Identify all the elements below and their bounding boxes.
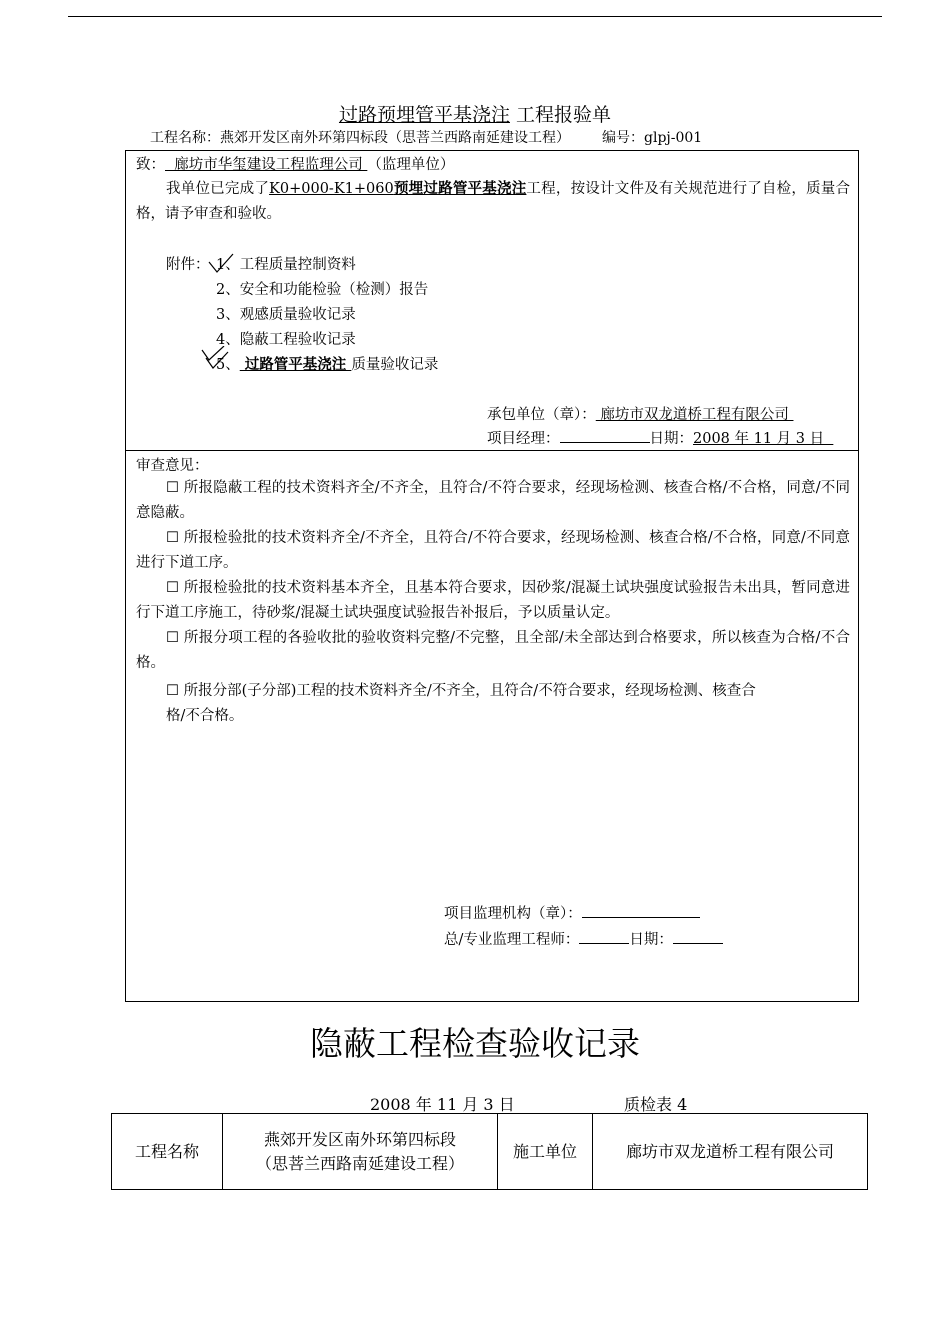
table-row bbox=[112, 1114, 868, 1190]
review-label: 审查意见： bbox=[136, 458, 209, 474]
form-title bbox=[0, 100, 950, 127]
supervision-seal-blank bbox=[582, 903, 700, 918]
supervision-line bbox=[444, 902, 700, 923]
project-value-cell bbox=[223, 1114, 498, 1190]
attachment-5 bbox=[216, 353, 438, 374]
contractor-label: 承包单位（章）： bbox=[487, 407, 596, 423]
review-item-5-line1: ☐ 所报分部(子分部)工程的技术资料齐全/不齐全，且符合/不符合要求，经现场检测、核查合 bbox=[166, 683, 756, 699]
attachment-3: 3、观感质量验收记录 bbox=[216, 307, 356, 323]
supervision-label: 项目监理机构（章）： bbox=[444, 906, 582, 922]
project-label: 工程名称： bbox=[150, 130, 220, 146]
review-item-3: ☐ 所报检验批的技术资料基本齐全，且基本符合要求，因砂浆/混凝土试块强度试验报告未出具，暂同意进行下道工序施工，待砂浆/混凝土试块强度试验报告补报后，予以质量认定。 bbox=[136, 580, 850, 621]
attach-label: 附件： bbox=[166, 257, 210, 273]
record-date: 2008 年 11 月 3 日 bbox=[370, 1095, 515, 1114]
unit-label-cell: 施工单位 bbox=[498, 1114, 593, 1190]
engineer-signature-blank bbox=[579, 929, 629, 944]
record-title: 隐蔽工程检查验收记录 bbox=[310, 1024, 640, 1063]
record-project-line1: 燕郊开发区南外环第四标段 bbox=[263, 1129, 456, 1149]
body-suffix: 工程，按设计文件及有关规范进行了自检，质量合格，请予审查和验收。 bbox=[136, 181, 851, 222]
body-prefix: 我单位已完成了 bbox=[166, 181, 270, 197]
attachment-4: 4、隐蔽工程验收记录 bbox=[216, 332, 356, 348]
attachment-1: 1、工程质量控制资料 bbox=[216, 257, 356, 273]
manager-signature-blank bbox=[560, 428, 650, 443]
engineer-label: 总/专业监理工程师： bbox=[444, 932, 580, 948]
unit-value-cell: 廊坊市双龙道桥工程有限公司 bbox=[593, 1114, 868, 1190]
header-rule bbox=[68, 16, 882, 17]
number-value: glpj-001 bbox=[644, 130, 703, 146]
engineer-date-blank bbox=[673, 929, 723, 944]
project-row bbox=[150, 127, 702, 147]
form-title-rest: 工程报验单 bbox=[509, 104, 612, 126]
review-item-1: ☐ 所报隐蔽工程的技术资料齐全/不齐全，且符合/不符合要求，经现场检测、核查合格/不合格，同意/不同意隐蔽。 bbox=[136, 480, 850, 521]
check-mark-icon bbox=[206, 252, 236, 276]
to-suffix: （监理单位） bbox=[367, 157, 455, 173]
form-title-work: 过路预埋管平基浇注 bbox=[338, 104, 510, 126]
check-mark-icon bbox=[200, 346, 230, 370]
engineer-line bbox=[444, 928, 723, 949]
attachment-5-suffix: 质量验收记录 bbox=[351, 357, 439, 373]
completion-statement bbox=[136, 176, 850, 227]
to-org: 廊坊市华玺建设工程监理公司 bbox=[165, 157, 368, 173]
manager-line bbox=[487, 427, 833, 448]
to-label: 致： bbox=[136, 157, 165, 173]
manager-label: 项目经理： bbox=[487, 431, 560, 447]
review-item-5-line2: 格/不合格。 bbox=[166, 708, 244, 724]
attachment-5-name: 过路管平基浇注 bbox=[239, 356, 352, 373]
body-stake: K0+000-K1+060 bbox=[269, 181, 394, 197]
project-label-cell: 工程名称 bbox=[112, 1114, 223, 1190]
project-name: 燕郊开发区南外环第四标段（思菩兰西路南延建设工程） bbox=[220, 130, 570, 146]
contractor-line bbox=[487, 403, 793, 424]
to-line bbox=[136, 153, 454, 174]
body-work: 预埋过路管平基浇注 bbox=[393, 180, 527, 197]
manager-date-label: 日期： bbox=[649, 431, 693, 447]
record-table bbox=[111, 1113, 868, 1190]
attachment-2: 2、安全和功能检验（检测）报告 bbox=[216, 282, 429, 298]
contractor-name: 廊坊市双龙道桥工程有限公司 bbox=[595, 407, 794, 423]
review-item-2: ☐ 所报检验批的技术资料齐全/不齐全，且符合/不符合要求，经现场检测、核查合格/不合格，同意/不同意进行下道工序。 bbox=[136, 530, 850, 571]
manager-date-value: 2008 年 11 月 3 日 bbox=[693, 431, 834, 447]
attachment-5-num: 5、 bbox=[216, 357, 240, 373]
review-item-4: ☐ 所报分项工程的各验收批的验收资料完整/不完整，且全部/未全部达到合格要求，所以核查为合格/不合格。 bbox=[136, 630, 850, 671]
record-project-line2: （思菩兰西路南延建设工程） bbox=[255, 1153, 464, 1173]
number-label: 编号： bbox=[602, 130, 644, 146]
engineer-date-label: 日期： bbox=[629, 932, 673, 948]
record-form-no: 质检表 4 bbox=[624, 1095, 688, 1114]
